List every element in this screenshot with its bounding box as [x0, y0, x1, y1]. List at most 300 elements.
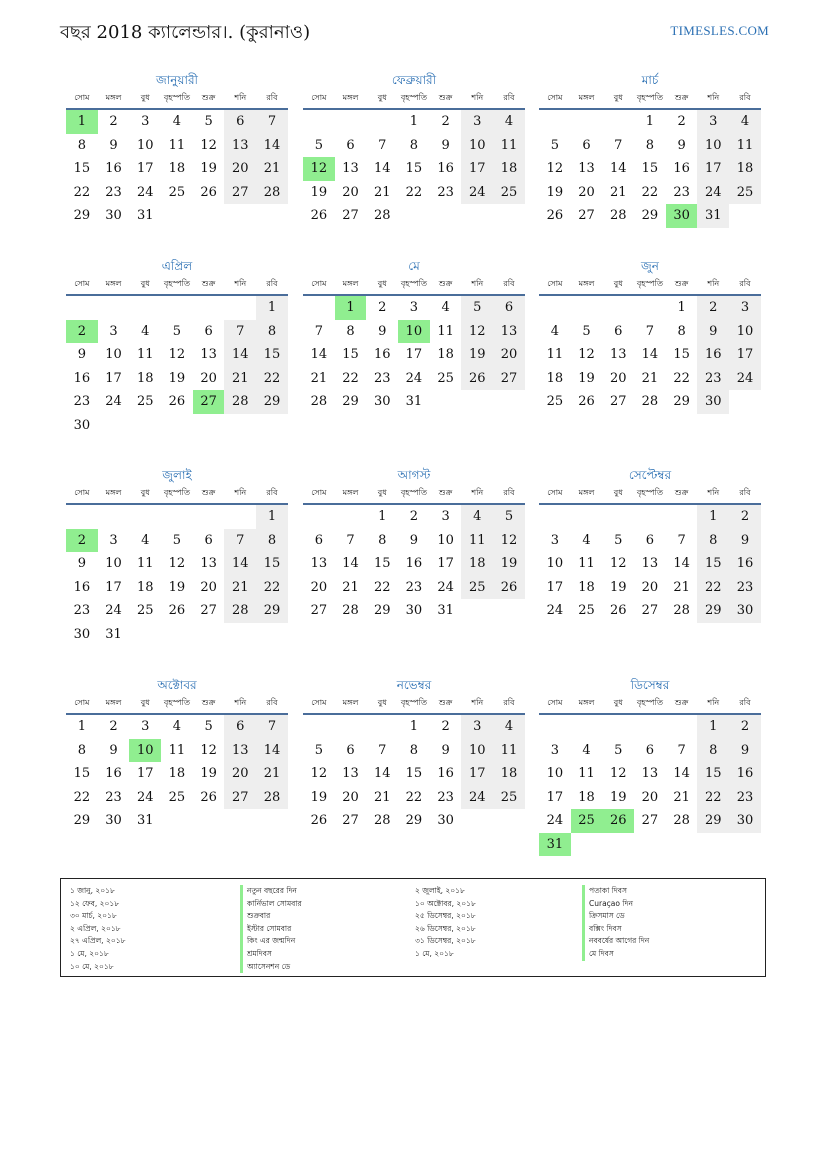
- day-cell[interactable]: 18: [136, 370, 154, 386]
- day-cell[interactable]: 12: [578, 347, 595, 362]
- day-cell[interactable]: 27: [224, 786, 256, 810]
- holiday-day-cell[interactable]: 25: [571, 809, 603, 833]
- day-cell[interactable]: 22: [256, 367, 288, 391]
- holiday-day-cell[interactable]: 26: [602, 809, 634, 833]
- day-cell[interactable]: 5: [314, 742, 323, 758]
- day-cell[interactable]: 26: [200, 184, 217, 200]
- day-cell[interactable]: 20: [200, 370, 217, 386]
- day-cell[interactable]: 24: [105, 394, 122, 409]
- day-cell[interactable]: 22: [697, 786, 729, 810]
- day-cell[interactable]: 28: [641, 394, 659, 409]
- day-cell[interactable]: 7: [314, 323, 323, 339]
- day-cell[interactable]: 27: [200, 603, 217, 618]
- day-cell[interactable]: 24: [729, 367, 761, 391]
- day-cell[interactable]: 7: [677, 742, 686, 758]
- day-cell[interactable]: 28: [373, 813, 391, 828]
- day-cell[interactable]: 30: [105, 208, 122, 223]
- day-cell[interactable]: 21: [373, 184, 391, 200]
- day-cell[interactable]: 14: [224, 552, 256, 576]
- day-cell[interactable]: 24: [546, 813, 564, 828]
- day-cell[interactable]: 10: [136, 137, 154, 153]
- day-cell[interactable]: 28: [310, 394, 328, 409]
- day-cell[interactable]: 26: [578, 394, 595, 409]
- day-cell[interactable]: 24: [437, 579, 454, 595]
- day-cell[interactable]: 22: [73, 789, 91, 805]
- day-cell[interactable]: 17: [136, 161, 154, 176]
- day-cell[interactable]: 17: [697, 157, 729, 181]
- day-cell[interactable]: 29: [256, 390, 288, 414]
- day-cell[interactable]: 2: [109, 719, 118, 734]
- day-cell[interactable]: 18: [729, 157, 761, 181]
- day-cell[interactable]: 11: [493, 134, 525, 158]
- day-cell[interactable]: 19: [609, 579, 627, 595]
- day-cell[interactable]: 26: [200, 789, 217, 805]
- day-cell[interactable]: 16: [373, 347, 391, 362]
- day-cell[interactable]: 15: [256, 552, 288, 576]
- day-cell[interactable]: 13: [342, 161, 359, 176]
- day-cell[interactable]: 28: [256, 181, 288, 205]
- day-cell[interactable]: 23: [373, 370, 391, 386]
- day-cell[interactable]: 7: [614, 137, 623, 153]
- day-cell[interactable]: 26: [493, 576, 525, 600]
- day-cell[interactable]: 13: [310, 556, 328, 571]
- day-cell[interactable]: 3: [461, 715, 493, 739]
- day-cell[interactable]: 27: [609, 394, 627, 409]
- day-cell[interactable]: 23: [437, 184, 454, 200]
- day-cell[interactable]: 25: [493, 181, 525, 205]
- day-cell[interactable]: 19: [609, 789, 627, 805]
- day-cell[interactable]: 16: [437, 766, 454, 781]
- day-cell[interactable]: 7: [224, 320, 256, 344]
- day-cell[interactable]: 20: [342, 789, 359, 805]
- day-cell[interactable]: 24: [546, 603, 564, 618]
- day-cell[interactable]: 31: [437, 603, 454, 618]
- day-cell[interactable]: 20: [578, 184, 595, 200]
- day-cell[interactable]: 7: [256, 715, 288, 739]
- day-cell[interactable]: 15: [697, 762, 729, 786]
- day-cell[interactable]: 5: [582, 323, 591, 339]
- day-cell[interactable]: 1: [256, 505, 288, 529]
- day-cell[interactable]: 28: [673, 813, 690, 828]
- day-cell[interactable]: 3: [109, 532, 118, 548]
- day-cell[interactable]: 5: [314, 137, 323, 153]
- day-cell[interactable]: 1: [677, 300, 686, 315]
- day-cell[interactable]: 7: [378, 742, 387, 758]
- day-cell[interactable]: 14: [342, 556, 359, 571]
- day-cell[interactable]: 26: [461, 367, 493, 391]
- day-cell[interactable]: 21: [256, 157, 288, 181]
- day-cell[interactable]: 23: [73, 603, 91, 618]
- day-cell[interactable]: 12: [461, 320, 493, 344]
- day-cell[interactable]: 11: [461, 529, 493, 553]
- day-cell[interactable]: 13: [342, 766, 359, 781]
- day-cell[interactable]: 13: [200, 347, 217, 362]
- day-cell[interactable]: 14: [256, 739, 288, 763]
- day-cell[interactable]: 26: [609, 603, 627, 618]
- day-cell[interactable]: 13: [224, 134, 256, 158]
- day-cell[interactable]: 31: [697, 204, 729, 228]
- day-cell[interactable]: 25: [578, 603, 595, 618]
- day-cell[interactable]: 2: [441, 719, 450, 734]
- day-cell[interactable]: 4: [172, 114, 182, 129]
- day-cell[interactable]: 27: [310, 603, 328, 618]
- day-cell[interactable]: 23: [673, 184, 690, 200]
- day-cell[interactable]: 13: [641, 766, 659, 781]
- day-cell[interactable]: 13: [493, 320, 525, 344]
- day-cell[interactable]: 8: [77, 137, 86, 153]
- day-cell[interactable]: 8: [697, 739, 729, 763]
- day-cell[interactable]: 8: [409, 137, 419, 153]
- day-cell[interactable]: 26: [310, 208, 328, 223]
- day-cell[interactable]: 22: [697, 576, 729, 600]
- day-cell[interactable]: 20: [224, 157, 256, 181]
- day-cell[interactable]: 4: [461, 505, 493, 529]
- day-cell[interactable]: 25: [437, 370, 454, 386]
- day-cell[interactable]: 5: [614, 742, 623, 758]
- day-cell[interactable]: 21: [373, 789, 391, 805]
- day-cell[interactable]: 9: [77, 347, 86, 362]
- holiday-day-cell[interactable]: 1: [66, 110, 98, 134]
- day-cell[interactable]: 24: [697, 181, 729, 205]
- day-cell[interactable]: 4: [172, 719, 182, 734]
- day-cell[interactable]: 13: [609, 347, 627, 362]
- day-cell[interactable]: 2: [378, 300, 387, 315]
- day-cell[interactable]: 1: [77, 719, 86, 734]
- day-cell[interactable]: 27: [641, 813, 659, 828]
- day-cell[interactable]: 7: [645, 323, 655, 339]
- day-cell[interactable]: 15: [373, 556, 391, 571]
- day-cell[interactable]: 8: [346, 323, 355, 339]
- day-cell[interactable]: 3: [550, 742, 559, 758]
- day-cell[interactable]: 22: [405, 184, 423, 200]
- day-cell[interactable]: 18: [168, 766, 186, 781]
- day-cell[interactable]: 9: [441, 137, 450, 153]
- holiday-day-cell[interactable]: 31: [539, 833, 571, 857]
- day-cell[interactable]: 13: [578, 161, 595, 176]
- day-cell[interactable]: 4: [729, 110, 761, 134]
- day-cell[interactable]: 15: [342, 347, 359, 362]
- day-cell[interactable]: 9: [409, 532, 419, 548]
- day-cell[interactable]: 17: [136, 766, 154, 781]
- day-cell[interactable]: 28: [609, 208, 627, 223]
- day-cell[interactable]: 17: [105, 370, 122, 386]
- day-cell[interactable]: 4: [582, 532, 591, 548]
- day-cell[interactable]: 11: [136, 556, 154, 571]
- day-cell[interactable]: 27: [641, 603, 659, 618]
- day-cell[interactable]: 15: [256, 343, 288, 367]
- day-cell[interactable]: 18: [461, 552, 493, 576]
- day-cell[interactable]: 1: [697, 505, 729, 529]
- day-cell[interactable]: 7: [224, 529, 256, 553]
- day-cell[interactable]: 24: [105, 603, 122, 618]
- day-cell[interactable]: 18: [437, 347, 454, 362]
- day-cell[interactable]: 10: [546, 766, 564, 781]
- day-cell[interactable]: 2: [729, 715, 761, 739]
- day-cell[interactable]: 5: [172, 323, 182, 339]
- day-cell[interactable]: 6: [493, 296, 525, 320]
- day-cell[interactable]: 8: [697, 529, 729, 553]
- holiday-day-cell[interactable]: 2: [66, 529, 98, 553]
- day-cell[interactable]: 10: [461, 134, 493, 158]
- day-cell[interactable]: 9: [378, 323, 387, 339]
- day-cell[interactable]: 29: [73, 813, 91, 828]
- day-cell[interactable]: 11: [168, 137, 186, 153]
- day-cell[interactable]: 21: [342, 579, 359, 595]
- day-cell[interactable]: 22: [256, 576, 288, 600]
- day-cell[interactable]: 2: [677, 114, 686, 129]
- day-cell[interactable]: 18: [136, 579, 154, 595]
- day-cell[interactable]: 4: [441, 300, 450, 315]
- day-cell[interactable]: 8: [256, 320, 288, 344]
- day-cell[interactable]: 26: [546, 208, 564, 223]
- day-cell[interactable]: 5: [172, 532, 182, 548]
- day-cell[interactable]: 29: [641, 208, 659, 223]
- holiday-day-cell[interactable]: 10: [129, 739, 161, 763]
- day-cell[interactable]: 30: [729, 599, 761, 623]
- day-cell[interactable]: 12: [310, 766, 328, 781]
- day-cell[interactable]: 6: [346, 137, 355, 153]
- day-cell[interactable]: 6: [204, 323, 213, 339]
- day-cell[interactable]: 9: [77, 556, 86, 571]
- day-cell[interactable]: 14: [673, 766, 690, 781]
- day-cell[interactable]: 30: [73, 417, 91, 433]
- day-cell[interactable]: 30: [729, 809, 761, 833]
- day-cell[interactable]: 6: [346, 742, 355, 758]
- day-cell[interactable]: 6: [614, 323, 623, 339]
- day-cell[interactable]: 23: [729, 576, 761, 600]
- day-cell[interactable]: 27: [493, 367, 525, 391]
- day-cell[interactable]: 21: [224, 367, 256, 391]
- day-cell[interactable]: 25: [168, 184, 186, 200]
- day-cell[interactable]: 13: [224, 739, 256, 763]
- day-cell[interactable]: 16: [437, 161, 454, 176]
- day-cell[interactable]: 30: [437, 813, 454, 828]
- day-cell[interactable]: 29: [373, 603, 391, 618]
- day-cell[interactable]: 2: [409, 509, 419, 524]
- day-cell[interactable]: 4: [141, 323, 150, 339]
- day-cell[interactable]: 19: [200, 161, 217, 176]
- day-cell[interactable]: 1: [256, 296, 288, 320]
- day-cell[interactable]: 30: [697, 390, 729, 414]
- day-cell[interactable]: 16: [405, 556, 423, 571]
- day-cell[interactable]: 3: [461, 110, 493, 134]
- day-cell[interactable]: 15: [405, 161, 423, 176]
- day-cell[interactable]: 5: [204, 114, 213, 129]
- day-cell[interactable]: 5: [204, 719, 213, 734]
- day-cell[interactable]: 31: [105, 626, 122, 642]
- day-cell[interactable]: 11: [546, 347, 564, 362]
- holiday-day-cell[interactable]: 1: [335, 296, 367, 320]
- day-cell[interactable]: 18: [168, 161, 186, 176]
- day-cell[interactable]: 11: [578, 766, 595, 781]
- day-cell[interactable]: 19: [493, 552, 525, 576]
- day-cell[interactable]: 6: [582, 137, 591, 153]
- day-cell[interactable]: 19: [546, 184, 564, 200]
- day-cell[interactable]: 19: [310, 184, 328, 200]
- day-cell[interactable]: 16: [729, 552, 761, 576]
- day-cell[interactable]: 27: [342, 208, 359, 223]
- day-cell[interactable]: 7: [677, 532, 686, 548]
- holiday-day-cell[interactable]: 2: [66, 320, 98, 344]
- day-cell[interactable]: 27: [342, 813, 359, 828]
- day-cell[interactable]: 28: [673, 603, 690, 618]
- day-cell[interactable]: 29: [342, 394, 359, 409]
- day-cell[interactable]: 8: [409, 742, 419, 758]
- day-cell[interactable]: 8: [645, 137, 655, 153]
- day-cell[interactable]: 6: [224, 110, 256, 134]
- day-cell[interactable]: 12: [168, 556, 186, 571]
- day-cell[interactable]: 16: [73, 579, 91, 595]
- day-cell[interactable]: 9: [441, 742, 450, 758]
- day-cell[interactable]: 9: [729, 739, 761, 763]
- day-cell[interactable]: 22: [641, 184, 659, 200]
- day-cell[interactable]: 23: [697, 367, 729, 391]
- day-cell[interactable]: 26: [168, 394, 186, 409]
- day-cell[interactable]: 16: [697, 343, 729, 367]
- holiday-day-cell[interactable]: 30: [666, 204, 698, 228]
- day-cell[interactable]: 20: [342, 184, 359, 200]
- day-cell[interactable]: 6: [645, 742, 655, 758]
- day-cell[interactable]: 28: [373, 208, 391, 223]
- day-cell[interactable]: 24: [405, 370, 423, 386]
- day-cell[interactable]: 21: [224, 576, 256, 600]
- day-cell[interactable]: 18: [578, 789, 595, 805]
- day-cell[interactable]: 20: [310, 579, 328, 595]
- site-link[interactable]: TIMESLES.COM: [670, 23, 769, 38]
- day-cell[interactable]: 3: [697, 110, 729, 134]
- day-cell[interactable]: 30: [373, 394, 391, 409]
- day-cell[interactable]: 28: [224, 390, 256, 414]
- day-cell[interactable]: 25: [136, 603, 154, 618]
- day-cell[interactable]: 9: [677, 137, 686, 153]
- day-cell[interactable]: 20: [493, 343, 525, 367]
- day-cell[interactable]: 23: [105, 184, 122, 200]
- day-cell[interactable]: 17: [437, 556, 454, 571]
- day-cell[interactable]: 31: [405, 394, 423, 409]
- day-cell[interactable]: 22: [73, 184, 91, 200]
- day-cell[interactable]: 5: [461, 296, 493, 320]
- day-cell[interactable]: 9: [109, 742, 118, 758]
- day-cell[interactable]: 24: [461, 181, 493, 205]
- day-cell[interactable]: 4: [582, 742, 591, 758]
- day-cell[interactable]: 15: [697, 552, 729, 576]
- day-cell[interactable]: 26: [310, 813, 328, 828]
- day-cell[interactable]: 25: [461, 576, 493, 600]
- day-cell[interactable]: 18: [493, 762, 525, 786]
- day-cell[interactable]: 9: [729, 529, 761, 553]
- holiday-day-cell[interactable]: 12: [303, 157, 335, 181]
- day-cell[interactable]: 6: [204, 532, 213, 548]
- day-cell[interactable]: 30: [105, 813, 122, 828]
- day-cell[interactable]: 19: [200, 766, 217, 781]
- day-cell[interactable]: 3: [409, 300, 419, 315]
- day-cell[interactable]: 28: [256, 786, 288, 810]
- day-cell[interactable]: 13: [200, 556, 217, 571]
- day-cell[interactable]: 14: [609, 161, 627, 176]
- day-cell[interactable]: 29: [697, 599, 729, 623]
- day-cell[interactable]: 10: [697, 134, 729, 158]
- day-cell[interactable]: 15: [73, 161, 91, 176]
- day-cell[interactable]: 12: [609, 766, 627, 781]
- day-cell[interactable]: 28: [342, 603, 359, 618]
- day-cell[interactable]: 29: [256, 599, 288, 623]
- day-cell[interactable]: 18: [546, 370, 564, 386]
- day-cell[interactable]: 7: [256, 110, 288, 134]
- day-cell[interactable]: 9: [697, 320, 729, 344]
- day-cell[interactable]: 14: [310, 347, 328, 362]
- day-cell[interactable]: 4: [493, 110, 525, 134]
- day-cell[interactable]: 1: [409, 719, 419, 734]
- day-cell[interactable]: 13: [641, 556, 659, 571]
- day-cell[interactable]: 23: [105, 789, 122, 805]
- day-cell[interactable]: 11: [437, 323, 454, 339]
- day-cell[interactable]: 19: [168, 579, 186, 595]
- day-cell[interactable]: 3: [441, 509, 450, 524]
- day-cell[interactable]: 15: [641, 161, 659, 176]
- day-cell[interactable]: 11: [168, 742, 186, 758]
- day-cell[interactable]: 30: [73, 626, 91, 642]
- day-cell[interactable]: 17: [461, 762, 493, 786]
- day-cell[interactable]: 2: [441, 114, 450, 129]
- day-cell[interactable]: 21: [256, 762, 288, 786]
- day-cell[interactable]: 10: [461, 739, 493, 763]
- day-cell[interactable]: 2: [697, 296, 729, 320]
- day-cell[interactable]: 16: [105, 766, 122, 781]
- holiday-day-cell[interactable]: 27: [193, 390, 225, 414]
- day-cell[interactable]: 3: [141, 114, 150, 129]
- day-cell[interactable]: 12: [200, 742, 217, 758]
- day-cell[interactable]: 18: [578, 579, 595, 595]
- day-cell[interactable]: 4: [550, 323, 559, 339]
- day-cell[interactable]: 10: [546, 556, 564, 571]
- day-cell[interactable]: 22: [342, 370, 359, 386]
- day-cell[interactable]: 15: [405, 766, 423, 781]
- day-cell[interactable]: 6: [645, 532, 655, 548]
- day-cell[interactable]: 17: [405, 347, 423, 362]
- day-cell[interactable]: 22: [673, 370, 690, 386]
- day-cell[interactable]: 17: [461, 157, 493, 181]
- day-cell[interactable]: 2: [109, 114, 118, 129]
- day-cell[interactable]: 3: [141, 719, 150, 734]
- holiday-day-cell[interactable]: 10: [398, 320, 430, 344]
- day-cell[interactable]: 8: [378, 532, 387, 548]
- day-cell[interactable]: 20: [224, 762, 256, 786]
- day-cell[interactable]: 16: [729, 762, 761, 786]
- day-cell[interactable]: 14: [673, 556, 690, 571]
- day-cell[interactable]: 18: [493, 157, 525, 181]
- day-cell[interactable]: 20: [641, 579, 659, 595]
- day-cell[interactable]: 19: [578, 370, 595, 386]
- day-cell[interactable]: 24: [461, 786, 493, 810]
- day-cell[interactable]: 22: [405, 789, 423, 805]
- day-cell[interactable]: 10: [105, 556, 122, 571]
- day-cell[interactable]: 29: [405, 813, 423, 828]
- day-cell[interactable]: 17: [546, 789, 564, 805]
- day-cell[interactable]: 5: [614, 532, 623, 548]
- day-cell[interactable]: 11: [136, 347, 154, 362]
- day-cell[interactable]: 1: [409, 114, 419, 129]
- day-cell[interactable]: 29: [697, 809, 729, 833]
- day-cell[interactable]: 30: [405, 603, 423, 618]
- day-cell[interactable]: 8: [677, 323, 686, 339]
- day-cell[interactable]: 20: [200, 579, 217, 595]
- day-cell[interactable]: 5: [550, 137, 559, 153]
- day-cell[interactable]: 14: [641, 347, 659, 362]
- day-cell[interactable]: 23: [437, 789, 454, 805]
- day-cell[interactable]: 20: [609, 370, 627, 386]
- day-cell[interactable]: 8: [256, 529, 288, 553]
- day-cell[interactable]: 24: [136, 789, 154, 805]
